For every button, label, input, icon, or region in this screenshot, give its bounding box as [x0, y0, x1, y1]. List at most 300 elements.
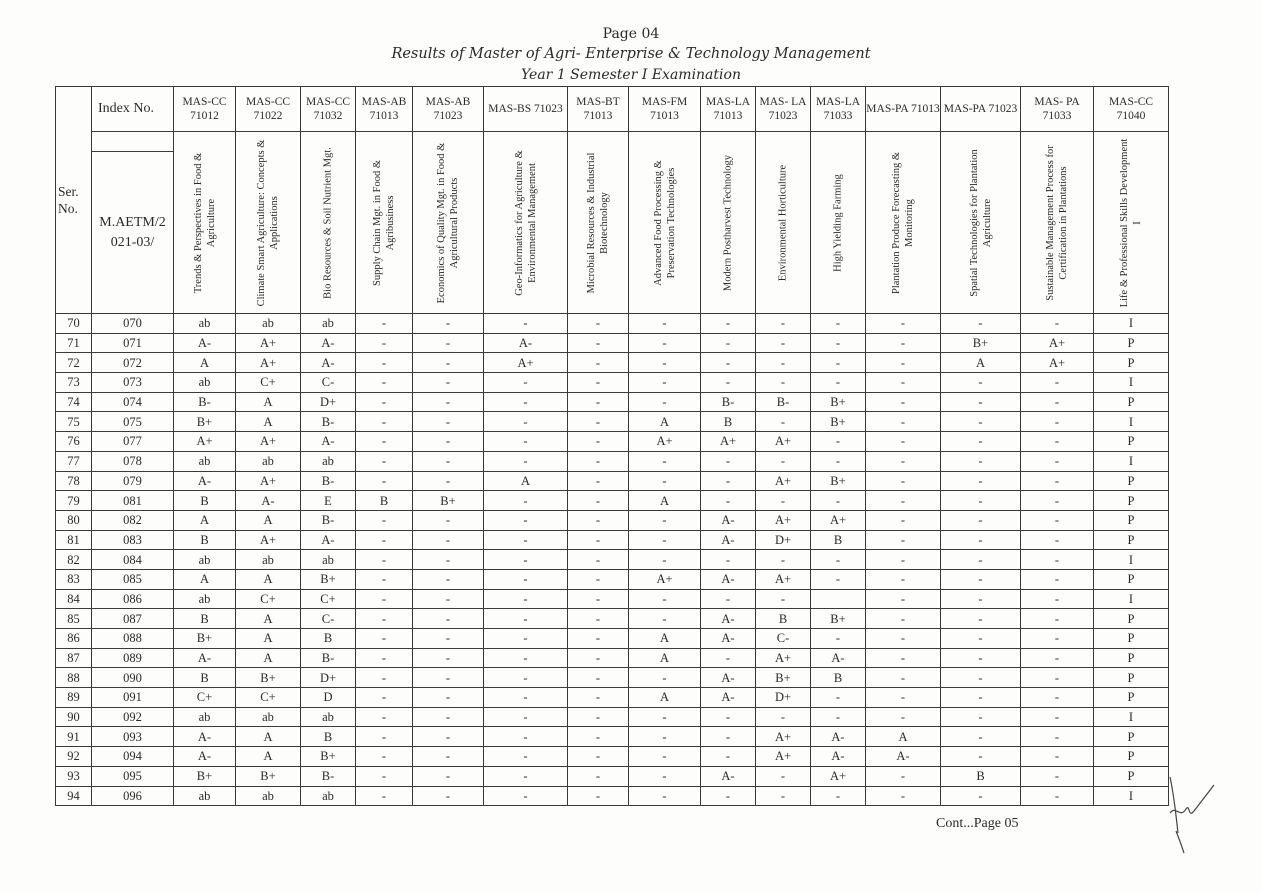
grade-cell: -: [356, 451, 413, 471]
grade-cell: -: [1021, 451, 1094, 471]
grade-cell: -: [356, 471, 413, 491]
grade-cell: -: [356, 707, 413, 727]
grade-cell: A: [941, 353, 1021, 373]
subject-code: MAS-PA 71013: [866, 87, 941, 132]
ser-no-cell: 73: [56, 373, 92, 393]
grade-cell: P: [1094, 609, 1169, 629]
table-row: [56, 766, 1169, 786]
grade-cell: B-: [301, 510, 356, 530]
grade-cell: -: [484, 530, 568, 550]
grade-cell: P: [1094, 668, 1169, 688]
grade-cell: D: [301, 688, 356, 708]
grade-cell: I: [1094, 589, 1169, 609]
subject-name: Geo-Informatics for Agriculture & Environmental Management: [513, 149, 538, 296]
grade-cell: -: [484, 747, 568, 767]
index-no-cell: 070: [92, 314, 174, 334]
grade-cell: -: [356, 412, 413, 432]
grade-cell: -: [756, 333, 811, 353]
index-blank-cell: [92, 132, 174, 152]
grade-cell: -: [484, 412, 568, 432]
subject-code: MAS-LA 71033: [811, 87, 866, 132]
table-row: [56, 747, 1169, 767]
grade-cell: B-: [301, 766, 356, 786]
grade-cell: A-: [866, 747, 941, 767]
table-row: [56, 589, 1169, 609]
index-no-cell: 077: [92, 432, 174, 452]
grade-cell: -: [629, 314, 701, 334]
grade-cell: -: [941, 747, 1021, 767]
ser-no-cell: 80: [56, 510, 92, 530]
grade-cell: A: [236, 648, 301, 668]
grade-cell: B+: [811, 412, 866, 432]
grade-cell: D+: [756, 688, 811, 708]
subject-name-row: [56, 132, 1169, 152]
table-row: [56, 648, 1169, 668]
grade-cell: -: [866, 668, 941, 688]
subject-name: Trends & Perspectives in Food & Agriculture: [192, 152, 217, 293]
grade-cell: -: [568, 668, 629, 688]
grade-cell: -: [413, 569, 484, 589]
grade-cell: P: [1094, 333, 1169, 353]
grade-cell: -: [866, 609, 941, 629]
grade-cell: B: [301, 629, 356, 649]
grade-cell: -: [484, 688, 568, 708]
grade-cell: -: [629, 333, 701, 353]
grade-cell: -: [413, 668, 484, 688]
grade-cell: B+: [174, 412, 236, 432]
grade-cell: B: [174, 530, 236, 550]
table-body: [56, 314, 1169, 806]
grade-cell: -: [356, 648, 413, 668]
grade-cell: B+: [301, 747, 356, 767]
grade-cell: -: [941, 530, 1021, 550]
subject-name-cell: [1094, 132, 1169, 314]
grade-cell: A: [236, 510, 301, 530]
grade-cell: B-: [301, 648, 356, 668]
grade-cell: -: [701, 727, 756, 747]
grade-cell: -: [629, 707, 701, 727]
grade-cell: -: [413, 471, 484, 491]
grade-cell: -: [629, 766, 701, 786]
grade-cell: -: [756, 451, 811, 471]
index-no-cell: 083: [92, 530, 174, 550]
grade-cell: B+: [413, 491, 484, 511]
subject-code: MAS-BS 71023: [484, 87, 568, 132]
grade-cell: A+: [756, 471, 811, 491]
grade-cell: -: [484, 766, 568, 786]
grade-cell: -: [568, 589, 629, 609]
grade-cell: -: [941, 373, 1021, 393]
table-row: [56, 471, 1169, 491]
table-row: [56, 786, 1169, 806]
ser-no-cell: 82: [56, 550, 92, 570]
grade-cell: -: [568, 648, 629, 668]
grade-cell: ab: [301, 451, 356, 471]
grade-cell: -: [484, 373, 568, 393]
grade-cell: ab: [174, 589, 236, 609]
grade-cell: P: [1094, 727, 1169, 747]
grade-cell: -: [356, 353, 413, 373]
signature-mark: [1160, 775, 1220, 855]
grade-cell: [811, 589, 866, 609]
grade-cell: A+: [236, 353, 301, 373]
grade-cell: A+: [756, 432, 811, 452]
index-no-cell: 078: [92, 451, 174, 471]
grade-cell: -: [941, 491, 1021, 511]
grade-cell: -: [413, 589, 484, 609]
grade-cell: A-: [174, 727, 236, 747]
index-no-cell: 071: [92, 333, 174, 353]
grade-cell: I: [1094, 451, 1169, 471]
grade-cell: ab: [301, 314, 356, 334]
ser-no-cell: 76: [56, 432, 92, 452]
grade-cell: -: [701, 373, 756, 393]
grade-cell: A-: [174, 471, 236, 491]
grade-cell: C+: [174, 688, 236, 708]
grade-cell: -: [413, 727, 484, 747]
grade-cell: A+: [236, 432, 301, 452]
grade-cell: -: [701, 747, 756, 767]
ser-no-cell: 89: [56, 688, 92, 708]
grade-cell: -: [811, 491, 866, 511]
grade-cell: -: [756, 373, 811, 393]
grade-cell: -: [941, 569, 1021, 589]
grade-cell: -: [356, 589, 413, 609]
subject-name-cell: [484, 132, 568, 314]
grade-cell: P: [1094, 432, 1169, 452]
grade-cell: -: [756, 707, 811, 727]
grade-cell: -: [356, 747, 413, 767]
grade-cell: A+: [701, 432, 756, 452]
grade-cell: A-: [701, 569, 756, 589]
grade-cell: A-: [236, 491, 301, 511]
grade-cell: -: [941, 727, 1021, 747]
grade-cell: -: [484, 510, 568, 530]
index-no-cell: 074: [92, 392, 174, 412]
grade-cell: P: [1094, 747, 1169, 767]
grade-cell: B-: [301, 412, 356, 432]
ser-no-cell: 79: [56, 491, 92, 511]
grade-cell: -: [568, 550, 629, 570]
grade-cell: A: [629, 648, 701, 668]
grade-cell: -: [484, 648, 568, 668]
grade-cell: -: [1021, 432, 1094, 452]
ser-no-cell: 83: [56, 569, 92, 589]
subject-name: Spatial Technologies for Plantation Agriculture: [968, 148, 993, 297]
grade-cell: -: [941, 471, 1021, 491]
grade-cell: -: [811, 786, 866, 806]
subject-name: Climate Smart Agriculture: Concepts & Applications: [256, 139, 280, 306]
index-no-cell: 093: [92, 727, 174, 747]
grade-cell: -: [941, 668, 1021, 688]
subject-code: MAS-CC 71022: [236, 87, 301, 132]
grade-cell: -: [701, 451, 756, 471]
grade-cell: -: [484, 786, 568, 806]
grade-cell: A: [629, 412, 701, 432]
grade-cell: A: [236, 727, 301, 747]
grade-cell: -: [811, 333, 866, 353]
grade-cell: -: [568, 747, 629, 767]
grade-cell: -: [866, 353, 941, 373]
grade-cell: A+: [756, 747, 811, 767]
grade-cell: -: [356, 609, 413, 629]
grade-cell: -: [356, 432, 413, 452]
grade-cell: -: [866, 688, 941, 708]
grade-cell: B: [811, 668, 866, 688]
grade-cell: A: [174, 510, 236, 530]
table-row: [56, 432, 1169, 452]
subject-name: Supply Chain Mgt. in Food & Agribusiness: [372, 159, 396, 286]
grade-cell: -: [484, 392, 568, 412]
subject-name-cell: [701, 132, 756, 314]
grade-cell: -: [701, 471, 756, 491]
subject-name-cell: [1021, 132, 1094, 314]
grade-cell: A-: [301, 353, 356, 373]
grade-cell: -: [629, 786, 701, 806]
grade-cell: -: [356, 550, 413, 570]
grade-cell: B+: [941, 333, 1021, 353]
grade-cell: A: [866, 727, 941, 747]
table-row: [56, 314, 1169, 334]
grade-cell: A+: [1021, 353, 1094, 373]
table-row: [56, 392, 1169, 412]
grade-cell: -: [568, 569, 629, 589]
table-row: [56, 668, 1169, 688]
ser-no-header: Ser. No.: [56, 87, 92, 314]
subject-name: Sustainable Management Process for Certification in Plantations: [1045, 144, 1069, 301]
grade-cell: ab: [174, 373, 236, 393]
index-no-cell: 092: [92, 707, 174, 727]
ser-no-cell: 93: [56, 766, 92, 786]
grade-cell: P: [1094, 629, 1169, 649]
grade-cell: -: [484, 589, 568, 609]
grade-cell: -: [568, 412, 629, 432]
page-number: Page 04: [602, 26, 660, 42]
subject-code: MAS-AB 71013: [356, 87, 413, 132]
ser-no-cell: 86: [56, 629, 92, 649]
table-row: [56, 451, 1169, 471]
grade-cell: -: [866, 707, 941, 727]
grade-cell: -: [1021, 629, 1094, 649]
grade-cell: D+: [756, 530, 811, 550]
subject-code: MAS-AB 71023: [413, 87, 484, 132]
index-no-cell: 089: [92, 648, 174, 668]
grade-cell: -: [413, 629, 484, 649]
grade-cell: -: [811, 373, 866, 393]
index-no-cell: 096: [92, 786, 174, 806]
grade-cell: B+: [174, 766, 236, 786]
grade-cell: -: [629, 747, 701, 767]
subject-code: MAS-PA 71023: [941, 87, 1021, 132]
index-no-cell: 073: [92, 373, 174, 393]
subject-code: MAS-CC 71040: [1094, 87, 1169, 132]
grade-cell: -: [484, 432, 568, 452]
grade-cell: B+: [811, 609, 866, 629]
grade-cell: -: [1021, 727, 1094, 747]
grade-cell: -: [756, 412, 811, 432]
ser-no-cell: 71: [56, 333, 92, 353]
grade-cell: -: [629, 373, 701, 393]
grade-cell: -: [1021, 648, 1094, 668]
index-no-cell: 085: [92, 569, 174, 589]
grade-cell: A: [629, 688, 701, 708]
ser-no-cell: 85: [56, 609, 92, 629]
grade-cell: ab: [174, 314, 236, 334]
grade-cell: -: [1021, 471, 1094, 491]
ser-no-cell: 88: [56, 668, 92, 688]
grade-cell: -: [701, 333, 756, 353]
grade-cell: -: [811, 432, 866, 452]
grade-cell: -: [413, 786, 484, 806]
results-table: [55, 86, 1169, 806]
grade-cell: -: [629, 727, 701, 747]
subject-name-cell: [866, 132, 941, 314]
grade-cell: B+: [811, 392, 866, 412]
grade-cell: A: [236, 412, 301, 432]
grade-cell: -: [629, 392, 701, 412]
grade-cell: -: [568, 688, 629, 708]
subject-name-cell: [756, 132, 811, 314]
index-no-cell: 091: [92, 688, 174, 708]
grade-cell: -: [413, 432, 484, 452]
grade-cell: -: [484, 609, 568, 629]
grade-cell: A: [629, 491, 701, 511]
grade-cell: -: [356, 314, 413, 334]
index-no-cell: 082: [92, 510, 174, 530]
grade-cell: -: [941, 510, 1021, 530]
subject-name: High Yielding Farming: [832, 173, 844, 272]
ser-no-cell: 77: [56, 451, 92, 471]
grade-cell: P: [1094, 471, 1169, 491]
index-no-cell: 094: [92, 747, 174, 767]
grade-cell: -: [484, 491, 568, 511]
grade-cell: A-: [701, 510, 756, 530]
grade-cell: -: [568, 510, 629, 530]
index-no-cell: 075: [92, 412, 174, 432]
grade-cell: -: [701, 491, 756, 511]
grade-cell: A+: [236, 471, 301, 491]
grade-cell: -: [811, 707, 866, 727]
grade-cell: -: [568, 609, 629, 629]
grade-cell: -: [1021, 609, 1094, 629]
grade-cell: B: [301, 727, 356, 747]
grade-cell: -: [629, 589, 701, 609]
grade-cell: B-: [701, 392, 756, 412]
grade-cell: -: [629, 510, 701, 530]
grade-cell: A-: [701, 688, 756, 708]
grade-cell: -: [941, 392, 1021, 412]
grade-cell: P: [1094, 353, 1169, 373]
grade-cell: -: [1021, 707, 1094, 727]
grade-cell: A: [174, 353, 236, 373]
grade-cell: -: [701, 707, 756, 727]
grade-cell: ab: [174, 707, 236, 727]
grade-cell: -: [866, 333, 941, 353]
grade-cell: ab: [174, 451, 236, 471]
ser-no-cell: 78: [56, 471, 92, 491]
grade-cell: -: [413, 747, 484, 767]
grade-cell: B: [174, 668, 236, 688]
grade-cell: -: [756, 786, 811, 806]
grade-cell: -: [568, 629, 629, 649]
grade-cell: -: [484, 314, 568, 334]
grade-cell: -: [568, 471, 629, 491]
grade-cell: -: [568, 766, 629, 786]
grade-cell: P: [1094, 648, 1169, 668]
grade-cell: -: [568, 353, 629, 373]
grade-cell: -: [701, 314, 756, 334]
table-row: [56, 550, 1169, 570]
table-row: [56, 510, 1169, 530]
document-title: Results of Master of Agri- Enterprise & Technology Management: [391, 46, 871, 62]
grade-cell: -: [413, 688, 484, 708]
ser-no-cell: 94: [56, 786, 92, 806]
grade-cell: -: [356, 373, 413, 393]
subject-name-cell: [629, 132, 701, 314]
grade-cell: A+: [174, 432, 236, 452]
grade-cell: -: [1021, 668, 1094, 688]
ser-no-cell: 84: [56, 589, 92, 609]
grade-cell: C+: [301, 589, 356, 609]
grade-cell: -: [941, 412, 1021, 432]
grade-cell: I: [1094, 412, 1169, 432]
grade-cell: A-: [301, 333, 356, 353]
grade-cell: -: [413, 530, 484, 550]
grade-cell: -: [629, 471, 701, 491]
grade-cell: -: [413, 451, 484, 471]
table-row: [56, 569, 1169, 589]
grade-cell: -: [413, 609, 484, 629]
grade-cell: -: [413, 314, 484, 334]
grade-cell: A-: [811, 727, 866, 747]
grade-cell: -: [356, 392, 413, 412]
subject-name-cell: [941, 132, 1021, 314]
grade-cell: -: [1021, 412, 1094, 432]
ser-no-cell: 75: [56, 412, 92, 432]
grade-cell: P: [1094, 766, 1169, 786]
grade-cell: -: [756, 589, 811, 609]
grade-cell: -: [811, 314, 866, 334]
grade-cell: -: [866, 392, 941, 412]
grade-cell: -: [866, 550, 941, 570]
grade-cell: -: [1021, 392, 1094, 412]
grade-cell: -: [413, 353, 484, 373]
grade-cell: -: [356, 569, 413, 589]
ser-no-cell: 74: [56, 392, 92, 412]
subject-name-cell: [301, 132, 356, 314]
grade-cell: A-: [174, 747, 236, 767]
table-row: [56, 688, 1169, 708]
grade-cell: I: [1094, 373, 1169, 393]
grade-cell: -: [413, 333, 484, 353]
grade-cell: P: [1094, 569, 1169, 589]
grade-cell: A+: [236, 530, 301, 550]
grade-cell: -: [356, 510, 413, 530]
grade-cell: -: [568, 530, 629, 550]
ser-no-cell: 81: [56, 530, 92, 550]
grade-cell: C+: [236, 688, 301, 708]
grade-cell: A-: [484, 333, 568, 353]
grade-cell: B-: [756, 392, 811, 412]
grade-cell: -: [941, 432, 1021, 452]
grade-cell: B+: [174, 629, 236, 649]
grade-cell: -: [701, 589, 756, 609]
grade-cell: -: [568, 432, 629, 452]
grade-cell: -: [866, 569, 941, 589]
grade-cell: -: [811, 451, 866, 471]
grade-cell: -: [356, 530, 413, 550]
grade-cell: A+: [811, 510, 866, 530]
